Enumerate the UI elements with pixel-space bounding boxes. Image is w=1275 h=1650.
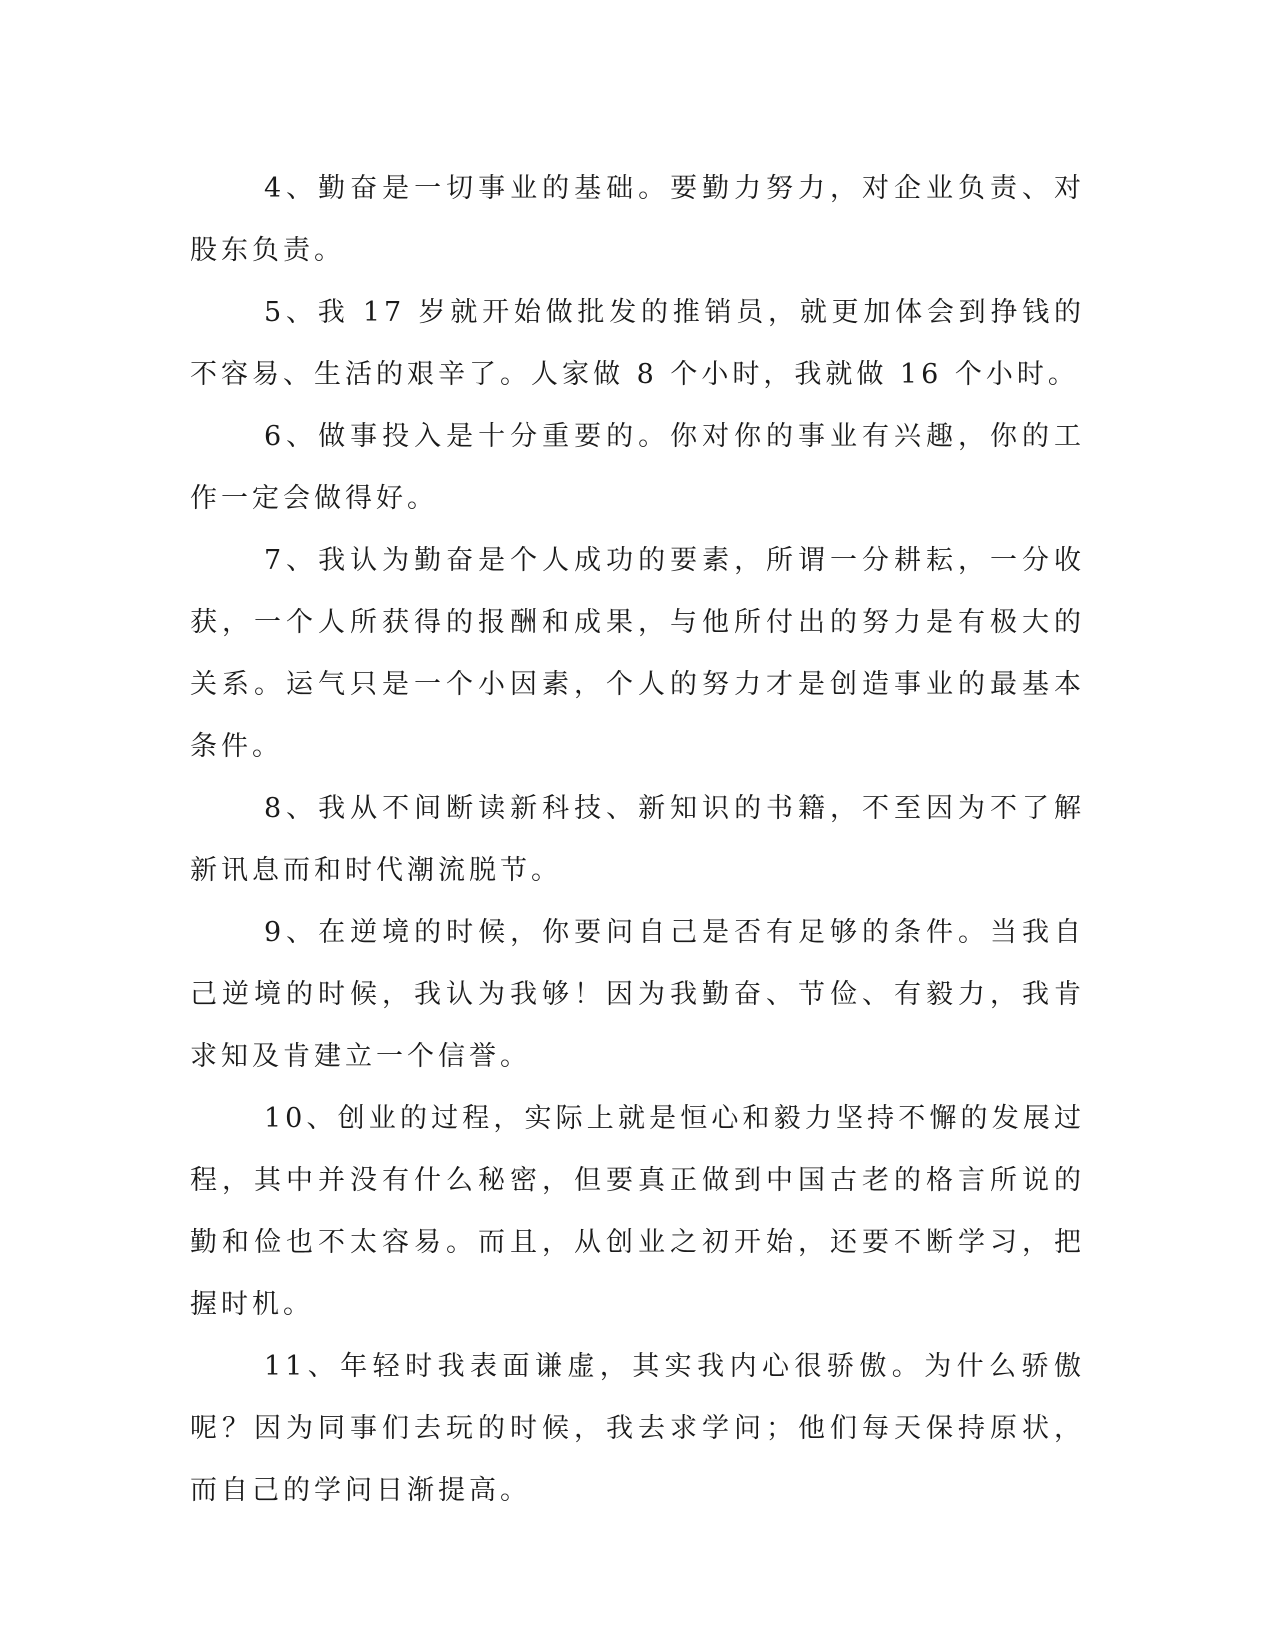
- document-body: [190, 158, 1085, 1522]
- paragraph-9: 9、在逆境的时候，你要问自己是否有足够的条件。当我自己逆境的时候，我认为我够！因为我勤奋、节俭、有毅力，我肯求知及肯建立一个信誉。: [190, 917, 1085, 1072]
- paragraph-7: 7、我认为勤奋是个人成功的要素，所谓一分耕耘，一分收获，一个人所获得的报酬和成果，与他所付出的努力是有极大的关系。运气只是一个小因素，个人的努力才是创造事业的最基本条件。: [190, 545, 1085, 762]
- paragraph-6: 6、做事投入是十分重要的。你对你的事业有兴趣，你的工作一定会做得好。: [190, 421, 1085, 514]
- paragraph-11: 11、年轻时我表面谦虚，其实我内心很骄傲。为什么骄傲呢？因为同事们去玩的时候，我去求学问；他们每天保持原状，而自己的学问日渐提高。: [190, 1351, 1085, 1506]
- paragraph-4: 4、勤奋是一切事业的基础。要勤力努力，对企业负责、对股东负责。: [190, 173, 1085, 266]
- paragraph-5: 5、我 17 岁就开始做批发的推销员，就更加体会到挣钱的不容易、生活的艰辛了。人家做 8 个小时，我就做 16 个小时。: [190, 297, 1085, 390]
- paragraph-8: 8、我从不间断读新科技、新知识的书籍，不至因为不了解新讯息而和时代潮流脱节。: [190, 793, 1085, 886]
- paragraph-10: 10、创业的过程，实际上就是恒心和毅力坚持不懈的发展过程，其中并没有什么秘密，但要真正做到中国古老的格言所说的勤和俭也不太容易。而且，从创业之初开始，还要不断学习，把握时机。: [190, 1103, 1085, 1320]
